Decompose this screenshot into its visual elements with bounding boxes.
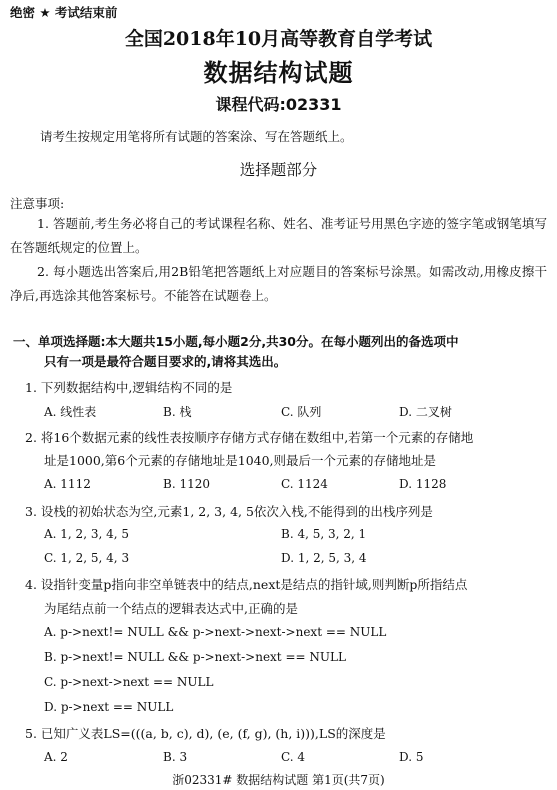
- section-title: 选择题部分: [239, 161, 318, 179]
- question-2-cont: 址是1000,第6个元素的存储地址是1040,则最后一个元素的存储地址是: [44, 453, 437, 468]
- question-3-option-c: C. 1, 2, 5, 4, 3: [44, 551, 130, 565]
- question-1-option-c: C. 队列: [281, 405, 322, 419]
- question-4-option-c: C. p->next->next == NULL: [44, 675, 214, 689]
- question-1-option-a: A. 线性表: [44, 405, 97, 419]
- question-1: 1. 下列数据结构中,逻辑结构不同的是: [25, 380, 233, 395]
- question-1-option-b: B. 栈: [163, 405, 192, 419]
- course-code: 课程代码:02331: [215, 95, 342, 114]
- question-3-option-b: B. 4, 5, 3, 2, 1: [281, 527, 367, 541]
- subject-title: 数据结构试题: [203, 59, 354, 87]
- question-3-option-a: A. 1, 2, 3, 4, 5: [44, 527, 129, 541]
- notice-item-1: 1. 答题前,考生务必将自己的考试课程名称、姓名、准考证号用黑色字迹的签字笔或钢笔填写在答题纸规定的位置上。: [10, 216, 547, 255]
- answer-instruction: 请考生按规定用笔将所有试题的答案涂、写在答题纸上。: [40, 129, 353, 144]
- question-4-option-d: D. p->next == NULL: [44, 700, 174, 714]
- question-2-option-b: B. 1120: [163, 477, 210, 491]
- question-2-option-c: C. 1124: [281, 477, 328, 491]
- question-4-cont: 为尾结点前一个结点的逻辑表达式中,正确的是: [44, 601, 298, 616]
- question-4: 4. 设指针变量p指向非空单链表中的结点,next是结点的指针域,则判断p所指结点: [25, 577, 468, 592]
- exam-title: 全国2018年10月高等教育自学考试: [124, 28, 433, 50]
- question-3-option-d: D. 1, 2, 5, 3, 4: [281, 551, 367, 565]
- part-one-heading: 一、单项选择题:本大题共15小题,每小题2分,共30分。在每小题列出的备选项中: [13, 334, 459, 349]
- question-5-option-b: B. 3: [163, 750, 188, 764]
- page-footer: 浙02331# 数据结构试题 第1页(共7页): [172, 773, 385, 787]
- question-5-option-a: A. 2: [44, 750, 68, 764]
- notice-item-2: 2. 每小题选出答案后,用2B铅笔把答题纸上对应题目的答案标号涂黑。如需改动,用橡皮擦干净后,再选涂其他答案标号。不能答在试题卷上。: [10, 264, 547, 303]
- confidential-label: 绝密 ★ 考试结束前: [10, 5, 118, 20]
- question-3: 3. 设栈的初始状态为空,元素1, 2, 3, 4, 5依次入栈,不能得到的出栈序列是: [25, 504, 433, 519]
- question-2-option-d: D. 1128: [399, 477, 447, 491]
- question-4-option-a: A. p->next!= NULL && p->next->next->next == NULL: [44, 625, 387, 639]
- notice-heading: 注意事项:: [10, 196, 65, 211]
- part-one-heading-cont: 只有一项是最符合题目要求的,请将其选出。: [44, 354, 287, 369]
- question-5-option-c: C. 4: [281, 750, 306, 764]
- question-2-option-a: A. 1112: [44, 477, 91, 491]
- question-5-option-d: D. 5: [399, 750, 424, 764]
- question-2: 2. 将16个数据元素的线性表按顺序存储方式存储在数组中,若第一个元素的存储地: [25, 430, 474, 445]
- question-5: 5. 已知广义表LS=(((a, b, c), d), (e, (f, g), (h, i))),LS的深度是: [25, 726, 386, 741]
- question-4-option-b: B. p->next!= NULL && p->next->next == NULL: [44, 650, 346, 664]
- question-1-option-d: D. 二叉树: [399, 405, 452, 419]
